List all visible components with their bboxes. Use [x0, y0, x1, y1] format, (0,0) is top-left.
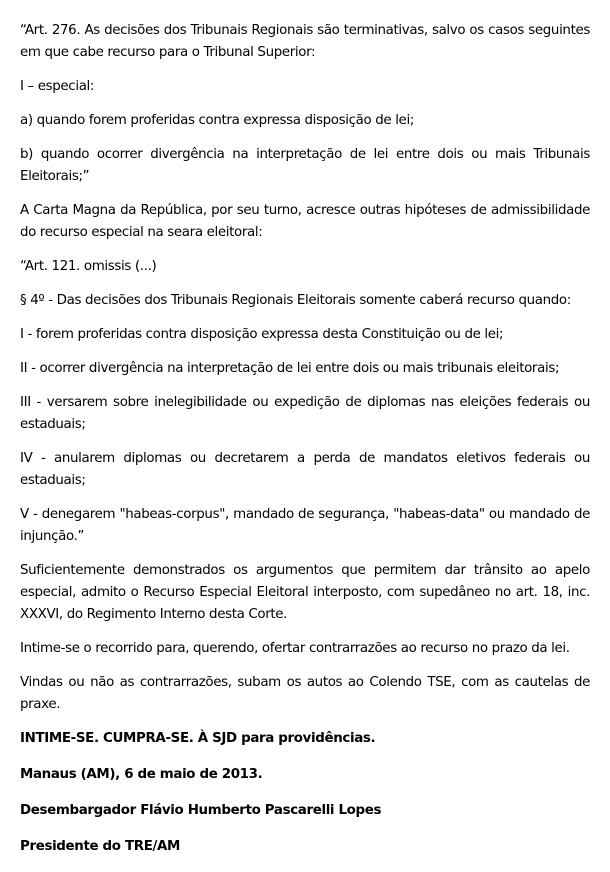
- paragraph-inciso-1: I - forem proferidas contra disposição expressa desta Constituição ou de lei;: [20, 327, 504, 342]
- paragraph-art-121: “Art. 121. omissis (...): [20, 259, 157, 274]
- closing-place-date: Manaus (AM), 6 de maio de 2013.: [20, 767, 263, 782]
- paragraph-alinea-b: b) quando ocorrer divergência na interpretação de lei entre dois ou mais Tribunais Eleitorais;”: [20, 147, 590, 184]
- paragraph-inciso-2: II - ocorrer divergência na interpretação de lei entre dois ou mais tribunais eleitorais;: [20, 361, 560, 376]
- document-page: [20, 20, 590, 872]
- closing-order: INTIME-SE. CUMPRA-SE. À SJD para providências.: [20, 731, 376, 746]
- paragraph-inciso-3: III - versarem sobre inelegibilidade ou expedição de diplomas nas eleições federais ou estaduais;: [20, 395, 590, 432]
- paragraph-alinea-a: a) quando forem proferidas contra expressa disposição de lei;: [20, 113, 414, 128]
- paragraph-inciso-5: V - denegarem "habeas-corpus", mandado de segurança, "habeas-data" ou mandado de injunção.”: [20, 507, 590, 544]
- paragraph-admissao: Suficientemente demonstrados os argumentos que permitem dar trânsito ao apelo especial, admito o Recurso Especial Eleitoral interposto, com supedâneo no art. 18, inc. XXXVI, do Regimento Interno desta Corte.: [20, 563, 590, 622]
- paragraph-inciso-i: I – especial:: [20, 79, 95, 94]
- paragraph-inciso-4: IV - anularem diplomas ou decretarem a perda de mandatos eletivos federais ou estaduais;: [20, 451, 590, 488]
- paragraph-carta-magna: A Carta Magna da República, por seu turno, acresce outras hipóteses de admissibilidade do recurso especial na seara eleitoral:: [20, 203, 590, 240]
- paragraph-intimacao: Intime-se o recorrido para, querendo, ofertar contrarrazões ao recurso no prazo da lei.: [20, 641, 570, 656]
- paragraph-paragrafo-4: § 4º - Das decisões dos Tribunais Regionais Eleitorais somente caberá recurso quando:: [20, 293, 571, 308]
- signatory-title: Presidente do TRE/AM: [20, 839, 181, 854]
- paragraph-art-276: “Art. 276. As decisões dos Tribunais Regionais são terminativas, salvo os casos seguintes em que cabe recurso para o Tribunal Superior:: [20, 23, 590, 60]
- signatory-name: Desembargador Flávio Humberto Pascarelli Lopes: [20, 803, 382, 818]
- paragraph-remessa: Vindas ou não as contrarrazões, subam os autos ao Colendo TSE, com as cautelas de praxe.: [20, 675, 590, 712]
